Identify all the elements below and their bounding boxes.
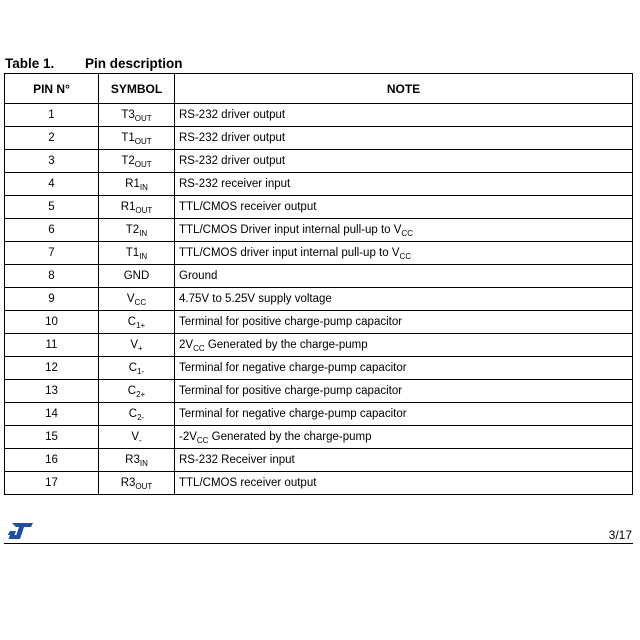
table-title: Pin description [85,56,183,71]
pin-note: RS-232 driver output [175,104,633,127]
table-body [5,104,633,495]
pin-number: 10 [5,311,99,334]
table-row [5,150,633,173]
pin-symbol: $T1_{IN}$ [99,242,175,265]
pin-number: 14 [5,403,99,426]
header-pin: PIN N° [5,74,99,104]
pin-number: 6 [5,219,99,242]
pin-symbol: $C_{2-}$ [99,403,175,426]
pin-symbol: $V_-$ [99,426,175,449]
pin-note: TTL/CMOS Driver input internal pull-up to $V_{CC}$ [175,219,633,242]
pin-note: Terminal for negative charge-pump capacitor [175,403,633,426]
pin-note: TTL/CMOS receiver output [175,472,633,495]
table-row [5,127,633,150]
table-row [5,403,633,426]
table-row [5,242,633,265]
table-row [5,104,633,127]
pin-number: 13 [5,380,99,403]
table-row [5,311,633,334]
pin-note: Terminal for positive charge-pump capacitor [175,380,633,403]
pin-symbol: $T1_{OUT}$ [99,127,175,150]
pin-number: 8 [5,265,99,288]
pin-number: 3 [5,150,99,173]
pin-symbol: $T2_{IN}$ [99,219,175,242]
table-caption [5,56,183,71]
header-symbol: SYMBOL [99,74,175,104]
pin-symbol: GND [99,265,175,288]
pin-note: TTL/CMOS driver input internal pull-up to $V_{CC}$ [175,242,633,265]
table-row [5,357,633,380]
table-row [5,472,633,495]
header-note: NOTE [175,74,633,104]
table-row [5,334,633,357]
pin-note: 4.75V to 5.25V supply voltage [175,288,633,311]
pin-number: 4 [5,173,99,196]
pin-symbol: $C_{1-}$ [99,357,175,380]
pin-note: RS-232 driver output [175,150,633,173]
pin-symbol: $T2_{OUT}$ [99,150,175,173]
pin-symbol: $R3_{OUT}$ [99,472,175,495]
table-row [5,449,633,472]
page-number: 3/17 [608,528,632,542]
pin-description-table [4,73,633,495]
table-row [5,196,633,219]
pin-number: 9 [5,288,99,311]
table-row [5,288,633,311]
pin-number: 15 [5,426,99,449]
pin-note: RS-232 driver output [175,127,633,150]
pin-note: Ground [175,265,633,288]
pin-symbol: $C_{1+}$ [99,311,175,334]
pin-number: 11 [5,334,99,357]
table-number: Table 1. [5,56,55,71]
pin-number: 16 [5,449,99,472]
pin-number: 5 [5,196,99,219]
pin-number: 2 [5,127,99,150]
footer-rule [4,543,633,544]
pin-number: 7 [5,242,99,265]
pin-symbol: $V_{CC}$ [99,288,175,311]
pin-symbol: $R1_{IN}$ [99,173,175,196]
table-header-row [5,74,633,104]
pin-symbol: $R1_{OUT}$ [99,196,175,219]
pin-note: Terminal for negative charge-pump capacitor [175,357,633,380]
pin-number: 17 [5,472,99,495]
pin-note: $2V_{CC}$ Generated by the charge-pump [175,334,633,357]
st-logo-icon [8,521,34,541]
table-row [5,219,633,242]
pin-note: RS-232 Receiver input [175,449,633,472]
table-row [5,380,633,403]
pin-symbol: $C_{2+}$ [99,380,175,403]
pin-symbol: $T3_{OUT}$ [99,104,175,127]
table-row [5,173,633,196]
pin-note: $-2V_{CC}$ Generated by the charge-pump [175,426,633,449]
pin-symbol: $R3_{IN}$ [99,449,175,472]
pin-note: Terminal for positive charge-pump capacitor [175,311,633,334]
pin-note: RS-232 receiver input [175,173,633,196]
pin-number: 1 [5,104,99,127]
pin-note: TTL/CMOS receiver output [175,196,633,219]
pin-symbol: $V_+$ [99,334,175,357]
table-row [5,426,633,449]
table-row [5,265,633,288]
pin-number: 12 [5,357,99,380]
